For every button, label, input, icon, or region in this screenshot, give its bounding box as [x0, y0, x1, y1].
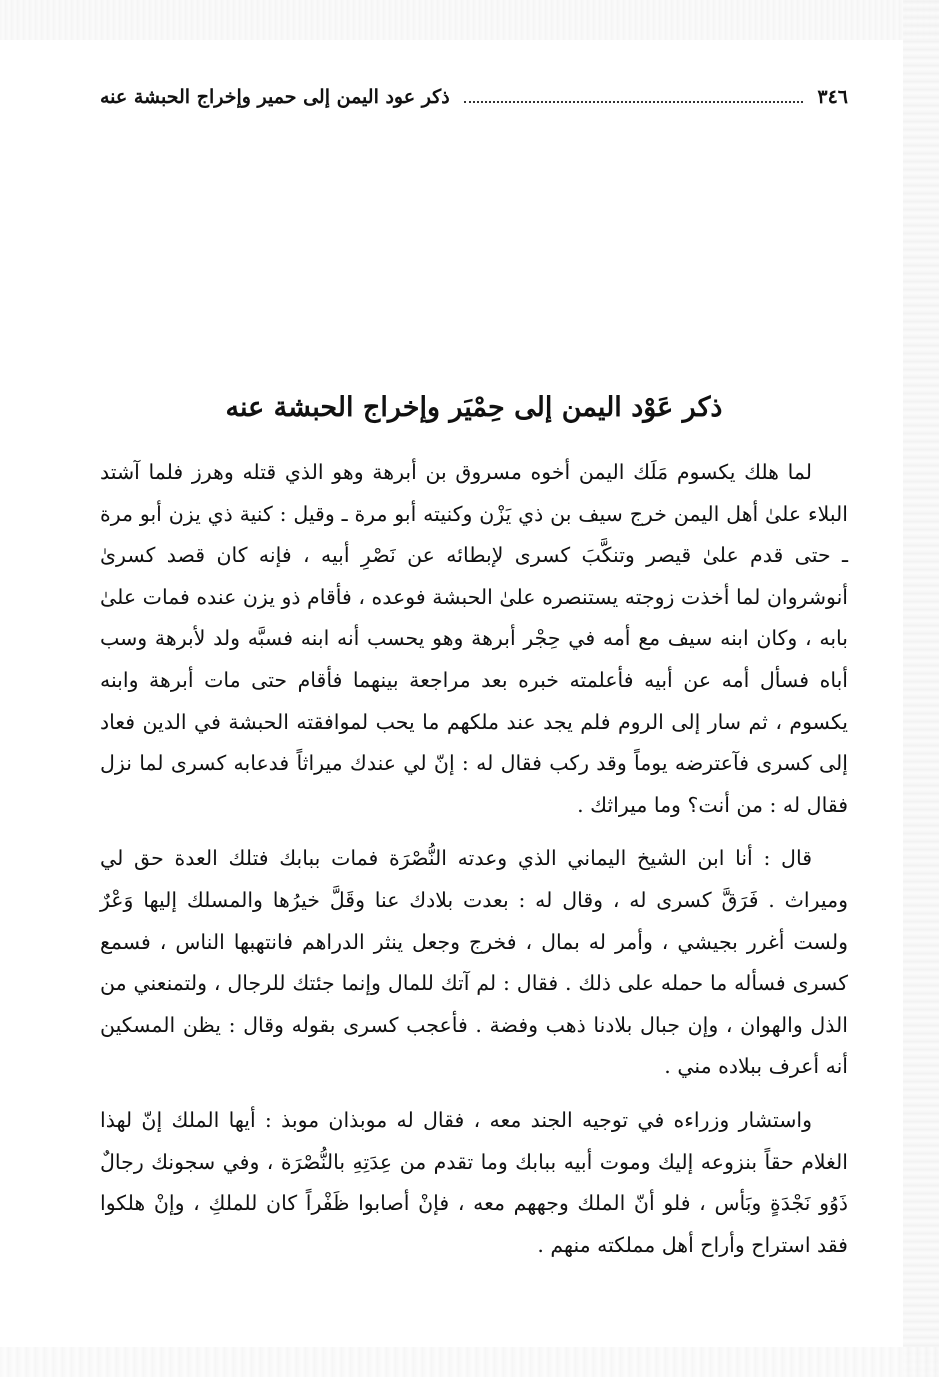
section-title: ذكر عَوْد اليمن إلى حِمْيَر وإخراج الحبشة عنه — [225, 392, 723, 423]
paragraph-3: واستشار وزراءه في توجيه الجند معه ، فقال له موبذان موبذ : أيها الملك إنّ لهذا الغلام حقاً بنزوعه إليك وموت أبيه ببابك وما تقدم من عِدَتِهِ بالنُّصْرَة ، وفي سجونك رجالٌ ذَوُو نَجْدَةٍ وبَأس ، فلو أنّ الملك وجههم معه ، فإنْ أصابوا ظَفْراً كان للملكِ ، وإنْ هلكوا فقد استراح وأراح أهل مملكته منهم . — [100, 1107, 848, 1257]
body-text — [100, 452, 848, 1266]
header-dot-leader — [464, 101, 804, 103]
scan-edge-bottom — [0, 1347, 939, 1377]
running-header — [100, 82, 848, 112]
scan-edge-top — [0, 0, 939, 40]
paragraph-2: قال : أنا ابن الشيخ اليماني الذي وعدته النُّصْرَة فمات ببابك فتلك العدة حق لي وميراث . فَرَقَّ كسرى له ، وقال له : بعدت بلادك عنا وقَلَّ خيرُها والمسلك إليها وَعْرٌ ولست أغرر بجيشي ، وأمر له بمال ، فخرج وجعل ينثر الدراهم فانتهبها الناس ، فسمع كسرى فسأله ما حمله على ذلك . فقال : لم آتك للمال وإنما جئتك للرجال ، ولتمنعني من الذل والهوان ، وإن جبال بلادنا ذهب وفضة . فأعجب كسرى بقوله وقال : يظن المسكين أنه أعرف ببلاده مني . — [100, 846, 848, 1079]
paragraph-1: لما هلك يكسوم مَلَك اليمن أخوه مسروق بن أبرهة وهو الذي قتله وهرز فلما آشتد البلاء علىٰ أهل اليمن خرج سيف بن ذي يَزْن وكنيته أبو مرة ـ وقيل : كنية ذي يزن أبو مرة ـ حتى قدم علىٰ قيصر وتنكَّبَ كسرى لإبطائه عن نَصْرِ أبيه ، فإنه كان قصد كسرىٰ أنوشروان لما أخذت زوجته يستنصره علىٰ الحبشة فوعده ، فأقام ذو يزن عنده فمات علىٰ بابه ، وكان ابنه سيف مع أمه في حِجْر أبرهة وهو يحسب أنه ابنه فسبَّه ولد لأبرهة وسب أباه فسأل أمه عن أبيه فأعلمته خبره بعد مراجعة بينهما فأقام حتى مات أبرهة وابنه يكسوم ، ثم سار إلى الروم فلم يجد عند ملكهم ما يحب لموافقته الحبشة في الدين فعاد إلى كسرى فآعترضه يوماً وقد ركب فقال له : إنّ لي عندك ميراثاً فدعابه كسرى لما نزل فقال له : من أنت؟ وما ميراثك . — [100, 460, 848, 817]
running-title: ذكر عود اليمن إلى حمير وإخراج الحبشة عنه — [100, 86, 450, 108]
page-number: ٣٤٦ — [817, 86, 848, 108]
scan-edge-right — [903, 0, 939, 1377]
